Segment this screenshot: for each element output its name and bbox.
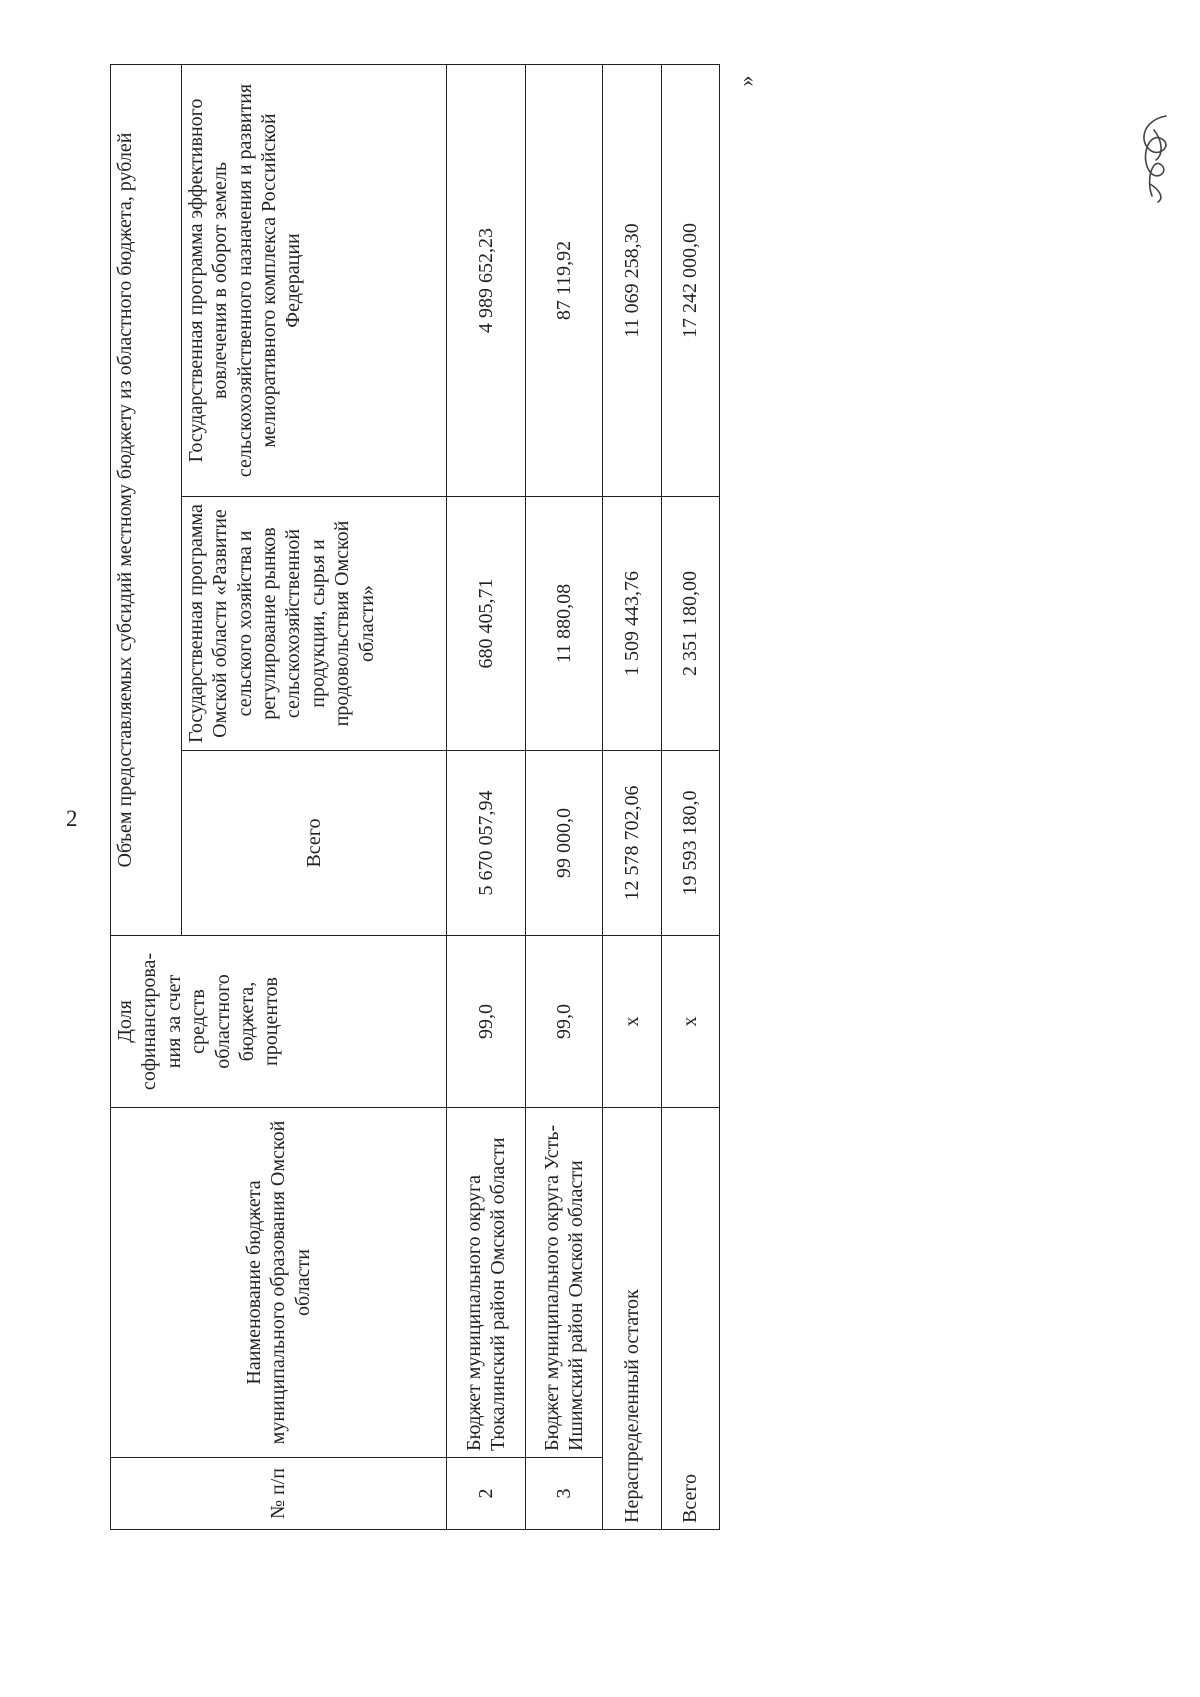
grand-total-share: х xyxy=(661,936,719,1108)
row-share: 99,0 xyxy=(526,936,603,1108)
page-number: 2 xyxy=(66,806,78,831)
undistributed-row xyxy=(603,64,661,1529)
header-program-1: Государственная программа Омской области «Развитие сельского хозяйства и регулирование рынков сельскохозяйственной продукции, сырья и продовольствия Омской области» xyxy=(181,497,446,751)
undistributed-program-2: 11 069 258,30 xyxy=(603,64,661,496)
undistributed-program-1: 1 509 443,76 xyxy=(603,497,661,751)
grand-total-row xyxy=(661,64,719,1529)
grand-total-program-1: 2 351 180,00 xyxy=(661,497,719,751)
header-share: Доля софинансирова-ния за счет средств областного бюджета, процентов xyxy=(111,936,447,1108)
header-num: № п/п xyxy=(111,1458,447,1530)
table-row xyxy=(447,64,526,1529)
header-row-1 xyxy=(111,64,182,1529)
grand-total-total: 19 593 180,0 xyxy=(661,751,719,936)
header-program-2: Государственная программа эффективного вовлечения в оборот земель сельскохозяйственного назначения и развития мелиоративного комплекса Российской Федерации xyxy=(181,64,446,496)
row-program-1: 680 405,71 xyxy=(447,497,526,751)
undistributed-share: х xyxy=(603,936,661,1108)
header-name: Наименование бюджета муниципального образования Омской области xyxy=(111,1108,447,1458)
row-program-2: 87 119,92 xyxy=(526,64,603,496)
signature-icon xyxy=(1130,110,1182,205)
undistributed-total: 12 578 702,06 xyxy=(603,751,661,936)
table-row xyxy=(526,64,603,1529)
row-num: 3 xyxy=(526,1458,603,1530)
row-num: 2 xyxy=(447,1458,526,1530)
grand-total-label: Всего xyxy=(661,1108,719,1530)
undistributed-label: Нераспределенный остаток xyxy=(603,1108,661,1530)
closing-quote: » xyxy=(733,75,759,87)
subsidy-table xyxy=(110,64,720,1530)
row-name: Бюджет муниципального округа Тюкалинский район Омской области xyxy=(447,1108,526,1458)
row-total: 5 670 057,94 xyxy=(447,751,526,936)
grand-total-program-2: 17 242 000,00 xyxy=(661,64,719,496)
row-total: 99 000,0 xyxy=(526,751,603,936)
row-share: 99,0 xyxy=(447,936,526,1108)
row-name: Бюджет муниципального округа Усть-Ишимский район Омской области xyxy=(526,1108,603,1458)
row-program-1: 11 880,08 xyxy=(526,497,603,751)
header-volume: Объем предоставляемых субсидий местному бюджету из областного бюджета, рублей xyxy=(111,64,182,935)
row-program-2: 4 989 652,23 xyxy=(447,64,526,496)
header-total: Всего xyxy=(181,751,446,936)
subsidy-table-rotated xyxy=(110,65,720,1530)
